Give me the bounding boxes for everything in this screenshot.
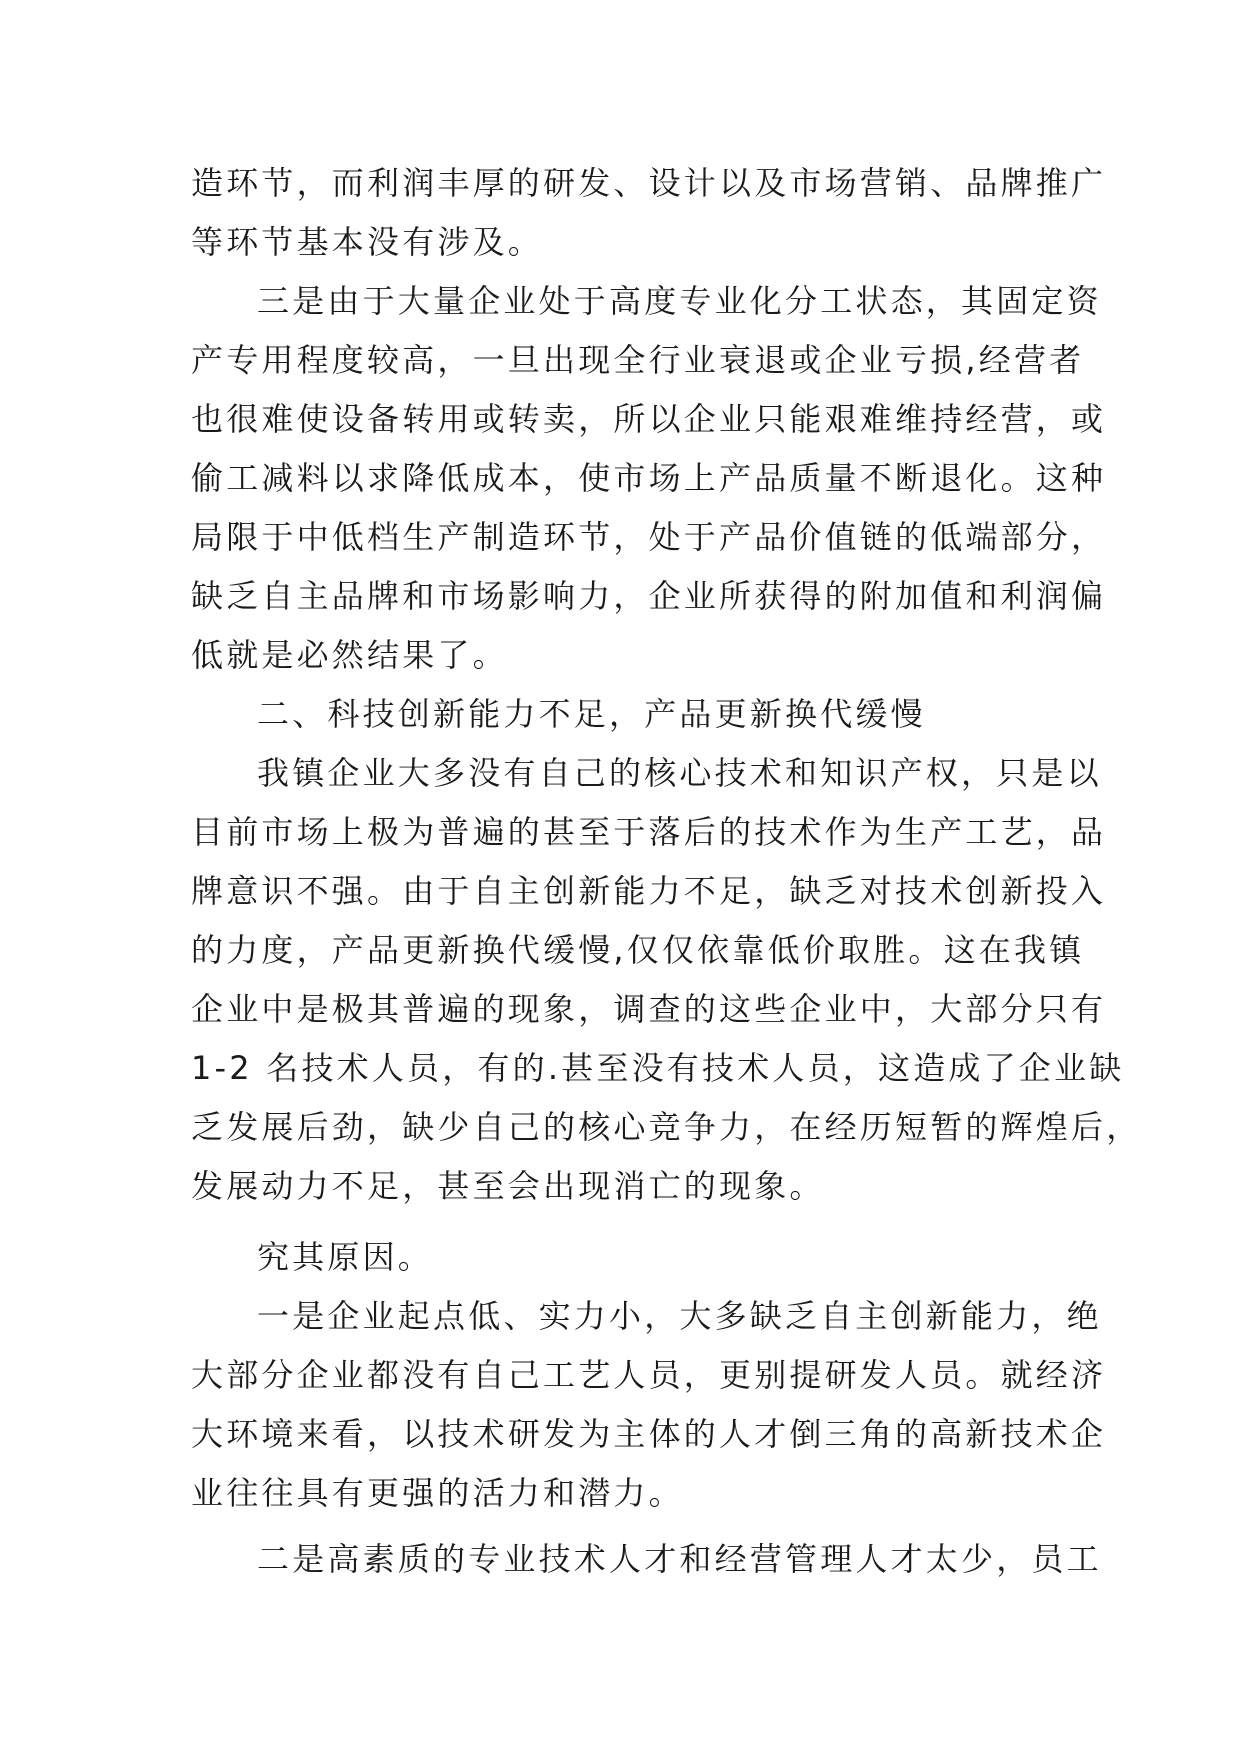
text-line: 局限于中低档生产制造环节，处于产品价值链的低端部分， bbox=[191, 518, 1107, 556]
section-heading: 二、科技创新能力不足，产品更新换代缓慢 bbox=[257, 695, 926, 733]
paragraph-first-line: 究其原因。 bbox=[257, 1238, 434, 1276]
text-line: 大环境来看，以技术研发为主体的人才倒三角的高新技术企 bbox=[191, 1415, 1107, 1453]
text-line: 乏发展后劲，缺少自己的核心竞争力，在经历短暂的辉煌后， bbox=[191, 1108, 1142, 1146]
text-line: 也很难使设备转用或转卖，所以企业只能艰难维持经营，或 bbox=[191, 400, 1107, 438]
text-line: 偷工减料以求降低成本，使市场上产品质量不断退化。这种 bbox=[191, 459, 1107, 497]
paragraph-first-line: 三是由于大量企业处于高度专业化分工状态，其固定资 bbox=[257, 282, 1102, 320]
text-line: 造环节，而利润丰厚的研发、设计以及市场营销、品牌推广 bbox=[191, 164, 1107, 202]
text-line: 牌意识不强。由于自主创新能力不足，缺乏对技术创新投入 bbox=[191, 872, 1107, 910]
text-line: 发展动力不足，甚至会出现消亡的现象。 bbox=[191, 1167, 825, 1205]
text-line: 业往往具有更强的活力和潜力。 bbox=[191, 1474, 684, 1512]
text-line: 等环节基本没有涉及。 bbox=[191, 223, 544, 261]
text-line: 的力度，产品更新换代缓慢,仅仅依靠低价取胜。这在我镇 bbox=[191, 931, 1085, 969]
text-line: 大部分企业都没有自己工艺人员，更别提研发人员。就经济 bbox=[191, 1356, 1107, 1394]
text-line: 低就是必然结果了。 bbox=[191, 636, 508, 674]
text-line: 缺乏自主品牌和市场影响力，企业所获得的附加值和利润偏 bbox=[191, 577, 1107, 615]
text-line: 产专用程度较高，一旦出现全行业衰退或企业亏损,经营者 bbox=[191, 341, 1085, 379]
paragraph-first-line: 一是企业起点低、实力小，大多缺乏自主创新能力，绝 bbox=[257, 1297, 1102, 1335]
text-line: 企业中是极其普遍的现象，调查的这些企业中，大部分只有 bbox=[191, 990, 1107, 1028]
paragraph-first-line: 我镇企业大多没有自己的核心技术和知识产权，只是以 bbox=[257, 754, 1102, 792]
text-line: 1-2 名技术人员，有的.甚至没有技术人员，这造成了企业缺 bbox=[191, 1049, 1125, 1087]
text-line: 目前市场上极为普遍的甚至于落后的技术作为生产工艺，品 bbox=[191, 813, 1107, 851]
paragraph-first-line: 二是高素质的专业技术人才和经营管理人才太少，员工 bbox=[257, 1540, 1102, 1578]
